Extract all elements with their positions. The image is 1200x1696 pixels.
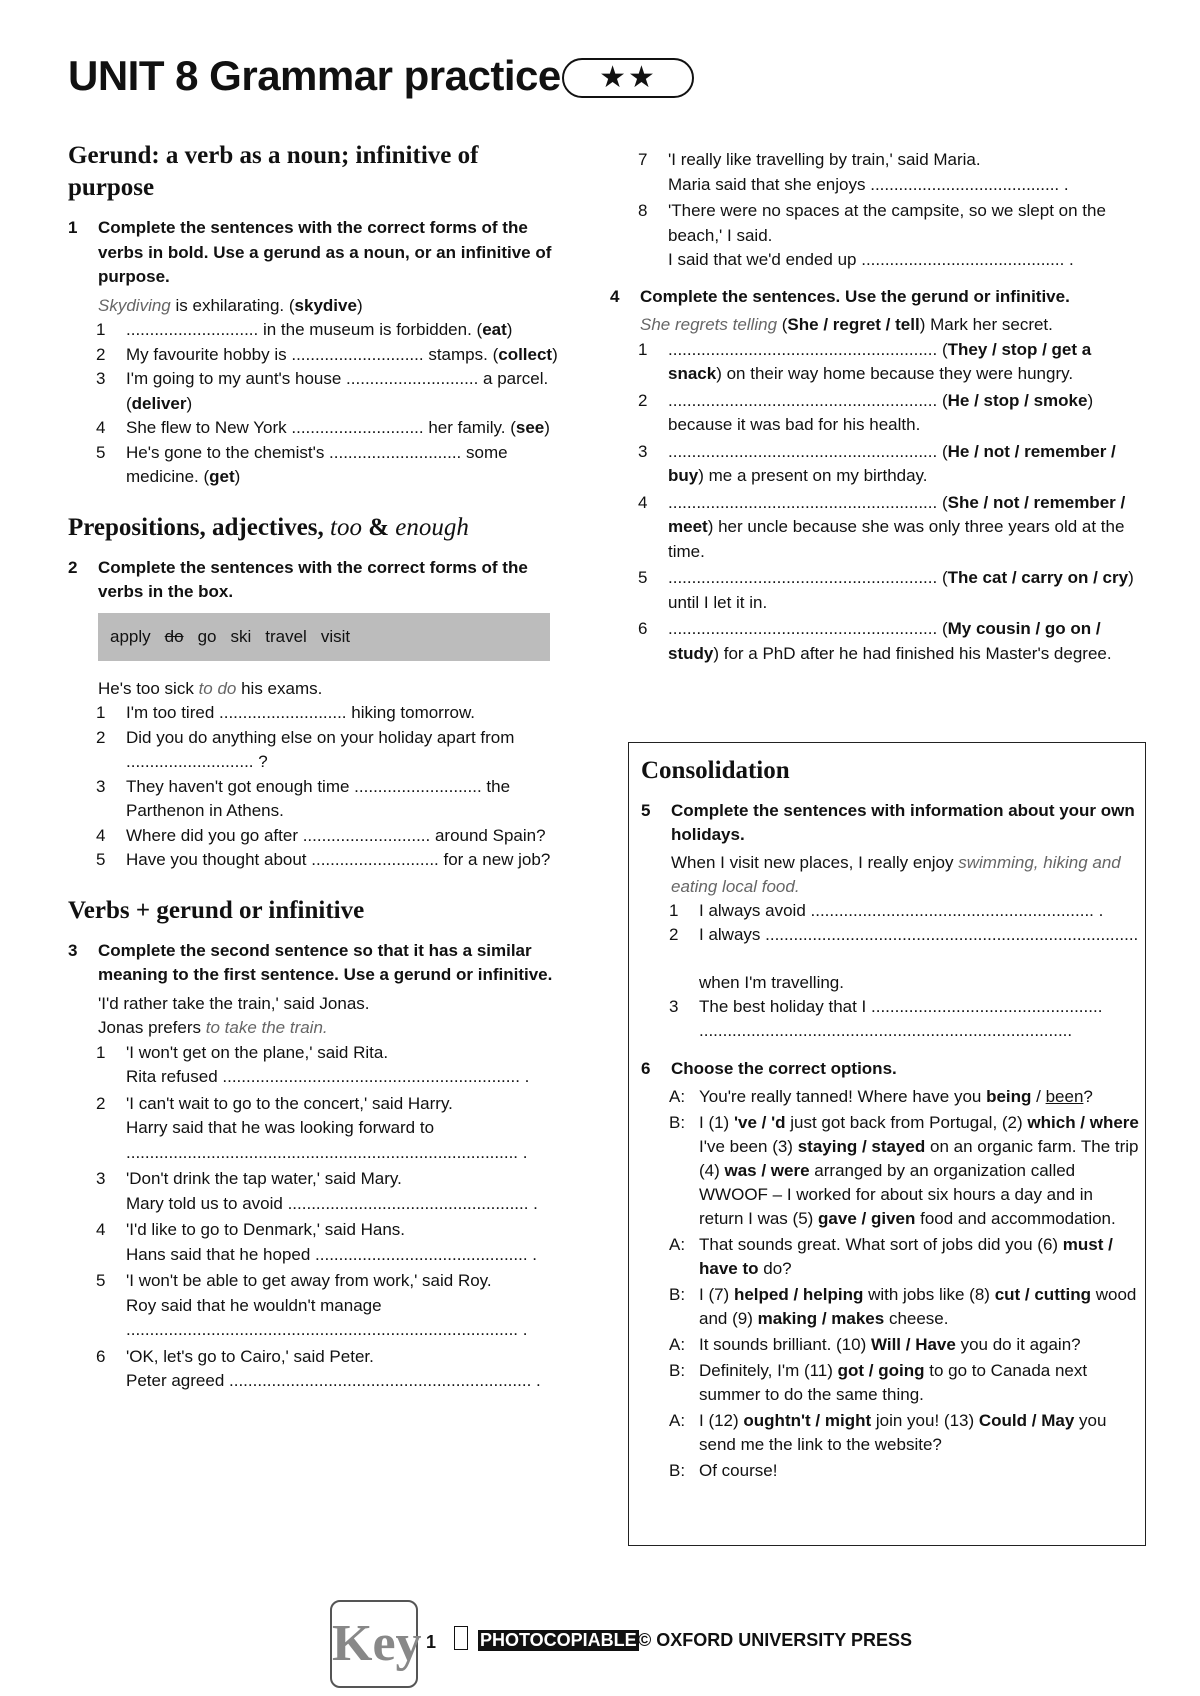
item-answer-line: Harry said that he was looking forward to ................................................................................... . [126, 1118, 528, 1162]
section-heading-gerund: Gerund: a verb as a noun; infinitive of purpose [68, 142, 479, 201]
dialogue-line [641, 1359, 1141, 1407]
item-number: 4 [638, 492, 648, 512]
item-text: ......................................................... ( [668, 492, 948, 512]
item-text: ) on their way home because they were hungry. [716, 364, 1074, 383]
exercise-6-instruction: 6 Choose the correct options. [641, 1059, 897, 1078]
difficulty-stars: ★★ [562, 58, 694, 98]
speaker-label: B: [669, 1461, 686, 1480]
consolidation-box [628, 742, 1146, 1546]
item-verb: get [209, 467, 235, 486]
exercise-4-model: She regrets telling (She / regret / tell) Mark her secret. [640, 315, 1053, 334]
box-word: do [164, 626, 184, 646]
exercise-5-items [641, 899, 1141, 1043]
speaker-label: A: [669, 1087, 686, 1106]
item-number: 2 [96, 344, 106, 364]
dialogue-text: I (12) oughtn't / might join you! (13) Could / May you send me the link to the website? [699, 1411, 1107, 1454]
item-number: 2 [638, 390, 648, 410]
exercise-item [610, 199, 1140, 273]
item-text: ) [234, 467, 241, 486]
exercise-item [68, 824, 566, 849]
exercise-3-model-a: Jonas prefers to take the train. [98, 1018, 328, 1037]
item-verb: collect [498, 344, 553, 364]
item-number: 1 [669, 901, 679, 920]
item-number: 8 [638, 201, 648, 220]
item-number: 5 [96, 1271, 106, 1290]
dialogue-text: Of course! [699, 1461, 778, 1480]
exercise-item [68, 416, 566, 441]
exercise-item [68, 1345, 566, 1394]
dialogue-text: I (1) 've / 'd just got back from Portugal, (2) which / where I've been (3) staying / stayed on an organic farm. The trip (4) was / were arranged by an organization called WWOOF – I worked for about six hours a day and in return I was (5) gave / given food and accommodation. [699, 1113, 1139, 1228]
item-prompt: The cat / carry on / cry [947, 568, 1129, 587]
item-text: I always avoid ............................................................ . [699, 901, 1104, 920]
page-number: 1 [426, 1632, 437, 1652]
dialogue-text: Definitely, I'm (11) got / going to go to Canada next summer to do the same thing. [699, 1361, 1088, 1404]
exercise-item [68, 1218, 566, 1267]
item-question: 'I won't be able to get away from work,' said Roy. [126, 1271, 492, 1290]
item-text: ............................ in the museum is forbidden. ( [126, 320, 483, 339]
item-number: 4 [96, 1220, 106, 1239]
item-number: 5 [638, 568, 648, 587]
dialogue-line [641, 1283, 1141, 1331]
item-number: 2 [96, 727, 106, 747]
exercise-item [641, 899, 1141, 923]
item-text: ......................................................... ( [668, 390, 948, 410]
item-answer-line: Peter agreed ................................................................ . [126, 1371, 541, 1390]
speaker-label: A: [669, 1335, 686, 1354]
item-text: ) me a present on my birthday. [698, 466, 928, 485]
item-answer-line: I said that we'd ended up ........................................... . [668, 250, 1074, 269]
item-text: I'm going to my aunt's house ............................ a parcel. ( [126, 369, 549, 413]
item-text: The best holiday that I ................................................. ............................................................................... [699, 997, 1103, 1040]
speaker-label: B: [669, 1361, 686, 1380]
dialogue-line [641, 1409, 1141, 1457]
dialogue-text: It sounds brilliant. (10) Will / Have you do it again? [699, 1335, 1081, 1354]
item-number: 3 [669, 997, 679, 1016]
item-verb: see [515, 418, 545, 437]
dialogue-line [641, 1233, 1141, 1281]
item-text: They haven't got enough time ........................... the Parthenon in Athens. [126, 776, 511, 820]
exercise-item [68, 701, 566, 726]
item-number: 2 [669, 925, 679, 944]
section-heading-verbs: Verbs + gerund or infinitive [68, 896, 365, 924]
item-number: 1 [96, 703, 106, 722]
item-question: 'I can't wait to go to the concert,' said Harry. [126, 1093, 453, 1113]
exercise-3-items-continued [610, 148, 1140, 273]
item-number: 6 [638, 619, 648, 638]
dialogue-text: I (7) helped / helping with jobs like (8) cut / cutting wood and (9) making / makes cheese. [699, 1285, 1137, 1328]
item-text: ) [544, 418, 550, 437]
exercise-item [68, 775, 566, 824]
item-question: 'There were no spaces at the campsite, so we slept on the beach,' I said. [668, 201, 1106, 245]
item-prompt: They / stop / get a snack [668, 339, 1092, 383]
item-text: My favourite hobby is ............................ stamps. ( [126, 344, 499, 364]
item-text: ......................................................... ( [668, 441, 948, 461]
dialogue-line [641, 1085, 1141, 1109]
page-title: UNIT 8 Grammar practice [68, 52, 561, 99]
item-text: She flew to New York ............................ her family. ( [126, 418, 516, 437]
exercise-item [641, 995, 1141, 1043]
exercise-item [68, 1167, 566, 1216]
item-text: ......................................................... ( [668, 568, 948, 587]
dialogue-line [641, 1459, 1141, 1483]
item-answer-line: Hans said that he hoped ............................................. . [126, 1244, 538, 1264]
item-number: 3 [96, 1169, 106, 1188]
item-question: 'Don't drink the tap water,' said Mary. [126, 1169, 402, 1188]
box-word: apply [110, 626, 151, 646]
item-text: ) [552, 344, 558, 364]
item-answer-line: Mary told us to avoid ................................................... . [126, 1193, 538, 1213]
item-prompt: He / not / remember / buy [668, 441, 1116, 485]
item-prompt: My cousin / go on / study [668, 619, 1101, 663]
left-column [68, 140, 566, 1396]
item-text: I'm too tired ........................... hiking tomorrow. [126, 703, 476, 722]
exercise-1-instruction: 1 Complete the sentences with the correct forms of the verbs in bold. Use a gerund as a noun, or an infinitive of purpose. [68, 218, 552, 286]
exercise-item [610, 148, 1140, 197]
exercise-3-model-q: 'I'd rather take the train,' said Jonas. [98, 993, 370, 1013]
key-logo: Key [330, 1600, 418, 1688]
exercise-3-items [68, 1041, 566, 1394]
item-text: ) for a PhD after he had finished his Master's degree. [713, 643, 1112, 663]
item-number: 4 [96, 418, 106, 437]
box-word: visit [320, 626, 351, 646]
speaker-label: A: [669, 1235, 686, 1254]
item-text: ) [506, 320, 513, 339]
exercise-item [68, 367, 566, 416]
publisher-credit: © OXFORD UNIVERSITY PRESS [638, 1630, 912, 1650]
exercise-item [68, 1041, 566, 1090]
exercise-3-instruction: 3 Complete the second sentence so that it has a similar meaning to the first sentence. Use a gerund or infinitive. [68, 940, 553, 984]
exercise-item [610, 389, 1140, 438]
dialogue-text: That sounds great. What sort of jobs did you (6) must / have to do? [699, 1235, 1113, 1278]
exercise-item [68, 726, 566, 775]
box-word: travel [265, 626, 307, 646]
dialogue-line [641, 1111, 1141, 1231]
dialogue-line [641, 1333, 1141, 1357]
item-number: 5 [96, 442, 106, 462]
item-question: 'I'd like to go to Denmark,' said Hans. [126, 1220, 406, 1239]
exercise-1-model: Skydiving is exhilarating. (skydive) [98, 295, 363, 315]
exercise-2-items [68, 701, 566, 873]
item-number: 3 [96, 776, 106, 796]
item-text: ) until I let it in. [668, 568, 1134, 612]
item-text: ) because it was bad for his health. [668, 390, 1094, 434]
exercise-item [68, 848, 566, 873]
speaker-label: B: [669, 1285, 686, 1304]
item-verb: deliver [131, 393, 187, 413]
item-spacer [699, 947, 1141, 971]
item-number: 3 [638, 441, 648, 461]
item-number: 4 [96, 825, 106, 845]
item-text: when I'm travelling. [699, 973, 844, 992]
right-column [610, 148, 1140, 668]
exercise-item [610, 440, 1140, 489]
speaker-label: B: [669, 1113, 686, 1132]
item-prompt: He / stop / smoke [947, 390, 1088, 410]
exercise-item [610, 617, 1140, 666]
item-text: I always ............................................................................... [699, 925, 1139, 944]
item-number: 1 [638, 339, 648, 359]
exercise-4-instruction: 4 Complete the sentences. Use the gerund or infinitive. [610, 286, 1070, 306]
exercise-4-items [610, 338, 1140, 667]
exercise-item [641, 923, 1141, 995]
item-text: ......................................................... ( [668, 339, 948, 359]
item-answer-line: Roy said that he wouldn't manage ................................................................................... . [126, 1295, 528, 1339]
item-number: 7 [638, 150, 648, 169]
exercise-item [68, 1269, 566, 1343]
verb-box [98, 613, 550, 661]
item-question: 'I won't get on the plane,' said Rita. [126, 1042, 389, 1062]
item-text: Have you thought about ........................... for a new job? [126, 850, 551, 869]
exercise-item [68, 343, 566, 368]
item-verb: eat [482, 320, 507, 339]
exercise-item [610, 566, 1140, 615]
item-number: 1 [96, 320, 106, 339]
item-question: 'OK, let's go to Cairo,' said Peter. [126, 1346, 374, 1366]
item-number: 2 [96, 1093, 106, 1113]
speaker-label: A: [669, 1411, 686, 1430]
box-word: go [197, 626, 217, 646]
page-footer [330, 1600, 930, 1680]
item-number: 1 [96, 1042, 106, 1062]
exercise-2-model: He's too sick to do his exams. [98, 678, 323, 698]
photocopiable-label: PHOTOCOPIABLE [480, 1630, 637, 1650]
section-heading-prepositions: Prepositions, adjectives, too & enough [68, 513, 469, 541]
item-number: 6 [96, 1346, 106, 1366]
item-text: ......................................................... ( [668, 619, 948, 638]
item-number: 5 [96, 850, 106, 869]
item-prompt: She / not / remember / meet [668, 492, 1126, 536]
exercise-item [610, 491, 1140, 565]
exercise-2-instruction: 2 Complete the sentences with the correct forms of the verbs in the box. [68, 557, 528, 601]
item-text: He's gone to the chemist's ............................ some medicine. ( [126, 442, 508, 486]
box-word: ski [230, 626, 252, 646]
exercise-item [68, 1092, 566, 1166]
section-heading-consolidation: Consolidation [641, 757, 790, 784]
item-answer-line: Maria said that she enjoys ........................................ . [668, 174, 1069, 194]
photocopy-icon [454, 1626, 468, 1650]
item-text: ) [186, 393, 193, 413]
exercise-6-dialogue [641, 1085, 1141, 1483]
item-text: ) her uncle because she was only three years old at the time. [668, 517, 1125, 561]
item-answer-line: Rita refused ............................................................... . [126, 1067, 530, 1086]
item-question: 'I really like travelling by train,' said Maria. [668, 150, 981, 169]
exercise-5-instruction: 5 Complete the sentences with information about your own holidays. [641, 801, 1135, 844]
item-text: Where did you go after ........................... around Spain? [126, 825, 546, 845]
dialogue-text: You're really tanned! Where have you being / been? [699, 1087, 1093, 1106]
item-number: 3 [96, 369, 106, 388]
exercise-5-model: When I visit new places, I really enjoy swimming, hiking and eating local food. [671, 853, 1121, 896]
exercise-item [610, 338, 1140, 387]
exercise-1-items [68, 318, 566, 490]
exercise-item [68, 441, 566, 490]
exercise-item [68, 318, 566, 343]
item-text: Did you do anything else on your holiday apart from ........................... ? [126, 727, 515, 771]
